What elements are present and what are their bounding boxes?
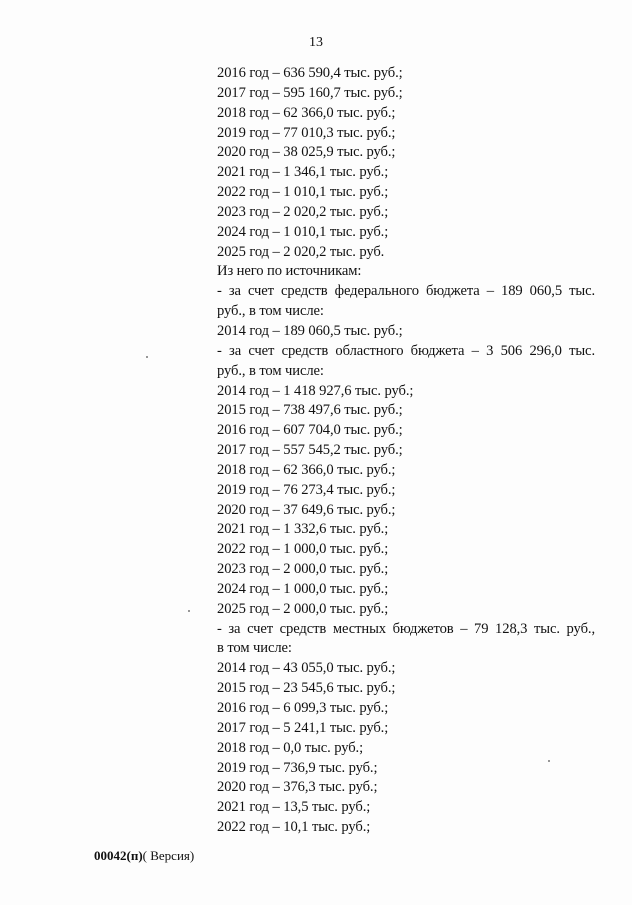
document-line: 2017 год – 557 545,2 тыс. руб.; xyxy=(217,442,403,459)
document-line: 2025 год – 2 000,0 тыс. руб.; xyxy=(217,600,389,617)
document-line: 2019 год – 76 273,4 тыс. руб.; xyxy=(217,481,396,498)
document-line: 2018 год – 0,0 тыс. руб.; xyxy=(217,739,364,756)
document-line: в том числе: xyxy=(217,640,292,657)
document-line: - за счет средств федерального бюджета – 189 060,5 тыс. xyxy=(217,283,595,300)
document-line: 2022 год – 1 000,0 тыс. руб.; xyxy=(217,541,389,558)
document-line: 2023 год – 2 020,2 тыс. руб.; xyxy=(217,203,389,220)
document-line: 2021 год – 13,5 тыс. руб.; xyxy=(217,799,371,816)
document-line: 2024 год – 1 000,0 тыс. руб.; xyxy=(217,580,389,597)
document-line: 2015 год – 23 545,6 тыс. руб.; xyxy=(217,680,396,697)
page-number: 13 xyxy=(309,35,323,50)
document-line: 2014 год – 189 060,5 тыс. руб.; xyxy=(217,322,403,339)
document-line: 2021 год – 1 332,6 тыс. руб.; xyxy=(217,521,389,538)
document-line: - за счет средств областного бюджета – 3 506 296,0 тыс. xyxy=(217,342,595,359)
document-line: руб., в том числе: xyxy=(217,362,324,379)
scan-speck xyxy=(146,356,148,358)
document-line: Из него по источникам: xyxy=(217,263,362,280)
document-line: 2021 год – 1 346,1 тыс. руб.; xyxy=(217,164,389,181)
document-line: 2023 год – 2 000,0 тыс. руб.; xyxy=(217,561,389,578)
document-line: - за счет средств местных бюджетов – 79 128,3 тыс. руб., xyxy=(217,620,595,637)
document-line: 2022 год – 10,1 тыс. руб.; xyxy=(217,819,371,836)
document-line: 2022 год – 1 010,1 тыс. руб.; xyxy=(217,184,389,201)
document-line: 2016 год – 6 099,3 тыс. руб.; xyxy=(217,700,389,716)
document-line: 2018 год – 62 366,0 тыс. руб.; xyxy=(217,461,396,478)
document-body xyxy=(217,64,595,838)
footer-document-code: 00042(п) xyxy=(94,848,143,863)
document-line: 2016 год – 607 704,0 тыс. руб.; xyxy=(217,422,403,439)
document-line: 2017 год – 595 160,7 тыс. руб.; xyxy=(217,84,403,101)
document-line: 2020 год – 38 025,9 тыс. руб.; xyxy=(217,144,396,161)
document-footer xyxy=(94,848,194,864)
document-line: 2018 год – 62 366,0 тыс. руб.; xyxy=(217,104,396,121)
document-line: 2024 год – 1 010,1 тыс. руб.; xyxy=(217,223,389,240)
footer-version-label: ( Версия) xyxy=(142,848,195,863)
document-line: 2017 год – 5 241,1 тыс. руб.; xyxy=(217,719,389,736)
document-line: руб., в том числе: xyxy=(217,303,324,320)
document-line: 2020 год – 376,3 тыс. руб.; xyxy=(217,779,378,796)
document-line: 2015 год – 738 497,6 тыс. руб.; xyxy=(217,402,403,419)
document-line: 2019 год – 736,9 тыс. руб.; xyxy=(217,759,378,776)
document-line: 2016 год – 636 590,4 тыс. руб.; xyxy=(217,65,403,81)
document-line: 2020 год – 37 649,6 тыс. руб.; xyxy=(217,501,396,518)
document-line: 2014 год – 43 055,0 тыс. руб.; xyxy=(217,660,396,677)
scan-speck xyxy=(188,610,190,612)
document-line: 2014 год – 1 418 927,6 тыс. руб.; xyxy=(217,382,414,399)
document-line: 2019 год – 77 010,3 тыс. руб.; xyxy=(217,124,396,141)
document-line: 2025 год – 2 020,2 тыс. руб. xyxy=(217,243,385,260)
scan-speck xyxy=(548,760,550,762)
